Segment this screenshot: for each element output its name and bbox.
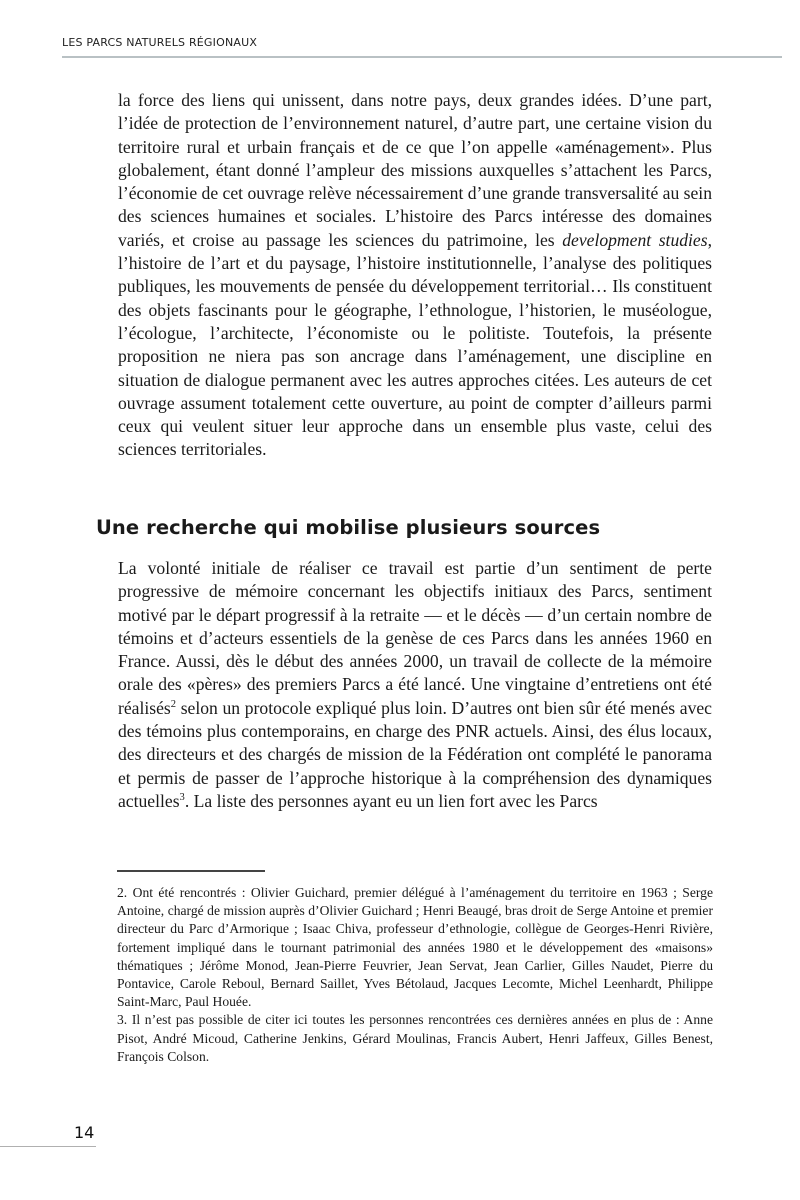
footnote-number: 3.: [117, 1012, 128, 1028]
footnote-text: Il n’est pas possible de citer ici toutes les personnes rencontrées ces dernières années en plus de : Anne Pisot, André Micoud, Catherine Jenkins, Gérard Moulinas, Francis Aubert, Henri Jaffeux, Gilles Benest, François Colson.: [117, 1012, 714, 1064]
footnote-3: [117, 1011, 713, 1066]
footnote-text: Ont été rencontrés : Olivier Guichard, premier délégué à l’aménagement du territoire en 1963 ; Serge Antoine, chargé de mission auprès d’Olivier Guichard ; Henri Beaugé, bras droit de Serge Antoine et premier directeur du Parc d’Armorique ; Isaac Chiva, professeur d’ethnologie, collègue de Georges-Henri Rivière, fortement impliqué dans le tournant patrimonial des années 1980 et le développement des «maisons» thématiques ; Jérôme Monod, Jean-Pierre Feuvrier, Jean Servat, Jean Carlier, Gilles Naudet, Pierre du Pontavice, Carole Reboul, Bernard Saillet, Yves Bétolaud, Jacques Lecomte, Michel Leenhardt, Philippe Saint-Marc, Paul Houée.: [117, 885, 713, 1010]
footnotes: [117, 884, 713, 1066]
header-rule: [62, 56, 782, 58]
footer-rule: [0, 1146, 96, 1147]
footnote-ref-3[interactable]: 3: [179, 792, 185, 804]
section-heading: Une recherche qui mobilise plusieurs sources: [96, 516, 601, 539]
page-number: 14: [74, 1123, 95, 1142]
body-paragraph-1: [118, 89, 712, 462]
paragraph-text: . La liste des personnes ayant eu un lien fort avec les Parcs: [184, 790, 598, 811]
italic-term: development studies: [562, 229, 708, 250]
paragraph-text: la force des liens qui unissent, dans notre pays, deux grandes idées. D’une part, l’idée de protection de l’environnement naturel, d’autre part, une certaine vision du territoire rural et urbain français et de ce que l’on appelle «aménagement». Plus globalement, étant donné l’ampleur des missions auxquelles s’attachent les Parcs, l’économie de cet ouvrage relève nécessairement d’une grande transversalité au sein des sciences humaines et sociales. L’histoire des Parcs intéresse des domaines variés, et croise au passage les sciences du patrimoine, les: [118, 90, 712, 250]
paragraph-text: , l’histoire de l’art et du paysage, l’histoire institutionnelle, l’analyse des politiques publiques, les mouvements de pensée du développement territorial… Ils constituent des objets fascinants pour le géographe, l’ethnologue, l’historien, le muséologue, l’écologue, l’architecte, l’économiste ou le politiste. Toutefois, la présente proposition ne niera pas son ancrage dans l’aménagement, une discipline en situation de dialogue permanent avec les autres approches citées. Les auteurs de cet ouvrage assument totalement cette ouverture, au point de compter d’ailleurs parmi ceux qui veulent situer leur approche dans un ensemble plus vaste, celui des sciences territoriales.: [118, 229, 712, 460]
paragraph-text: selon un protocole expliqué plus loin. D’autres ont bien sûr été menés avec des témoins plus contemporains, en charge des PNR actuels. Ainsi, des élus locaux, des directeurs et des chargés de mission de la Fédération ont complété le panorama et permis de passer de l’approche historique à la compréhension des dynamiques actuelles: [118, 697, 712, 811]
footnote-2: [117, 884, 713, 1011]
running-header-title: LES PARCS NATURELS RÉGIONAUX: [62, 36, 258, 49]
body-paragraph-2: [118, 557, 712, 813]
footnote-number: 2.: [117, 885, 128, 900]
footnote-separator: [117, 870, 265, 872]
footnote-ref-2[interactable]: 2: [170, 698, 177, 710]
paragraph-text: La volonté initiale de réaliser ce travail est partie d’un sentiment de perte progressive de mémoire concernant les objectifs initiaux des Parcs, sentiment motivé par le départ progressif à la retraite — et le décès — d’un certain nombre de témoins et d’acteurs essentiels de la genèse de ces Parcs dans les années 1960 en France. Aussi, dès le début des années 2000, un travail de collecte de la mémoire orale des «pères» des premiers Parcs a été lancé. Une vingtaine d’entretiens ont été réalisés: [118, 558, 712, 718]
